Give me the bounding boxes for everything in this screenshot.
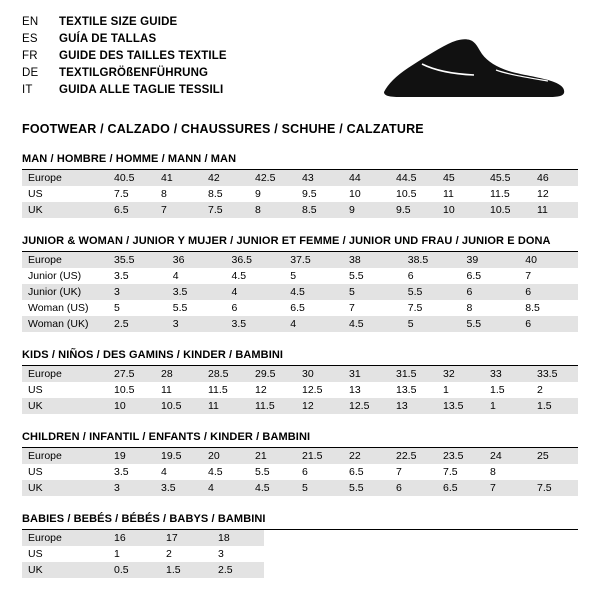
cell: 1.5 <box>160 562 212 578</box>
cell: 10.5 <box>396 188 417 200</box>
cell: 6.5 <box>349 466 364 478</box>
cell: 43 <box>296 170 343 186</box>
cell: 40.5 <box>108 170 155 186</box>
cell: 10 <box>437 202 484 218</box>
table-row <box>22 382 578 398</box>
cell: 8 <box>466 302 473 314</box>
language-title: TEXTILE SIZE GUIDE <box>59 16 178 28</box>
row-label: UK <box>22 202 108 218</box>
language-row <box>22 84 227 101</box>
cell: 8 <box>249 202 296 218</box>
language-title: GUIDA ALLE TAGLIE TESSILI <box>59 84 224 96</box>
cell: 42.5 <box>249 170 296 186</box>
cell: 41 <box>155 170 202 186</box>
cell: 12 <box>537 188 549 200</box>
size-table-children <box>22 448 578 496</box>
cell: 22 <box>343 448 390 464</box>
row-label: Junior (UK) <box>22 284 108 300</box>
cell: 35.5 <box>108 252 167 268</box>
cell: 11.5 <box>208 384 228 396</box>
table-row <box>22 284 578 300</box>
cell: 6.5 <box>437 480 484 496</box>
cell: 11 <box>443 188 454 200</box>
row-label: Woman (US) <box>28 302 89 314</box>
cell: 3 <box>108 480 155 496</box>
table-row <box>22 530 578 546</box>
cell: 5.5 <box>461 316 520 332</box>
cell: 10.5 <box>155 398 202 414</box>
cell: 11.5 <box>490 188 510 200</box>
cell: 21 <box>249 448 296 464</box>
cell: 12 <box>255 384 267 396</box>
cell-empty <box>264 562 578 578</box>
row-label: UK <box>22 480 108 496</box>
cell: 7 <box>155 202 202 218</box>
cell: 5.5 <box>255 466 270 478</box>
cell: 3 <box>218 548 224 560</box>
table-row <box>22 186 578 202</box>
dress-shoe-icon <box>378 34 568 104</box>
row-label: Europe <box>22 252 108 268</box>
cell: 4.5 <box>208 466 223 478</box>
section-junior-woman <box>22 235 578 332</box>
table-row <box>22 300 578 316</box>
cell: 0.5 <box>108 562 160 578</box>
cell: 7 <box>396 466 402 478</box>
row-label: US <box>28 188 43 200</box>
cell: 4 <box>172 270 179 282</box>
language-code: FR <box>22 50 38 62</box>
size-table-junior-woman <box>22 252 578 332</box>
language-title-list <box>22 16 227 101</box>
cell: 19 <box>108 448 155 464</box>
cell: 2 <box>537 384 543 396</box>
cell: 13.5 <box>437 398 484 414</box>
cell: 5 <box>114 302 120 314</box>
cell: 20 <box>202 448 249 464</box>
cell: 3.5 <box>226 316 285 332</box>
cell: 4.5 <box>284 284 343 300</box>
cell: 1.5 <box>490 384 505 396</box>
table-row <box>22 252 578 268</box>
cell: 45 <box>437 170 484 186</box>
size-table-man <box>22 170 578 218</box>
size-table-babies <box>22 530 578 578</box>
table-row <box>22 448 578 464</box>
cell: 39 <box>461 252 520 268</box>
cell: 17 <box>160 530 212 546</box>
row-label: US <box>28 548 43 560</box>
cell: 9.5 <box>302 188 317 200</box>
cell: 1 <box>484 398 531 414</box>
table-row <box>22 480 578 496</box>
row-label: Europe <box>22 170 108 186</box>
cell: 31.5 <box>390 366 437 382</box>
page-header <box>22 16 578 108</box>
cell: 1 <box>114 548 120 560</box>
cell: 4 <box>161 466 167 478</box>
cell: 6 <box>407 270 414 282</box>
cell: 4 <box>202 480 249 496</box>
cell-empty <box>264 530 578 546</box>
row-label: UK <box>22 398 108 414</box>
cell: 3.5 <box>155 480 202 496</box>
cell: 5.5 <box>343 480 390 496</box>
section-title: BABIES / BEBÉS / BÉBÉS / BABYS / BAMBINI <box>22 513 578 530</box>
cell: 5.5 <box>172 302 188 314</box>
cell: 13 <box>349 384 361 396</box>
language-title: GUIDE DES TAILLES TEXTILE <box>59 50 227 62</box>
cell: 7 <box>484 480 531 496</box>
cell: 5 <box>290 270 297 282</box>
language-code: DE <box>22 67 39 79</box>
row-label: Europe <box>22 448 108 464</box>
cell: 44 <box>343 170 390 186</box>
cell: 11 <box>161 384 172 396</box>
cell: 40 <box>519 252 578 268</box>
cell: 11.5 <box>249 398 296 414</box>
cell: 9 <box>255 188 261 200</box>
section-title: CHILDREN / INFANTIL / ENFANTS / KINDER / BAMBINI <box>22 431 578 448</box>
row-label: Junior (US) <box>28 270 82 282</box>
cell: 6 <box>231 302 238 314</box>
language-title: GUÍA DE TALLAS <box>59 33 157 45</box>
cell: 8.5 <box>208 188 223 200</box>
cell: 4.5 <box>343 316 402 332</box>
language-row <box>22 33 227 50</box>
cell: 3.5 <box>114 466 129 478</box>
cell: 7.5 <box>114 188 129 200</box>
cell: 9 <box>343 202 390 218</box>
cell: 13 <box>390 398 437 414</box>
cell: 33.5 <box>531 366 578 382</box>
cell: 6 <box>302 466 308 478</box>
section-title: JUNIOR & WOMAN / JUNIOR Y MUJER / JUNIOR ET FEMME / JUNIOR UND FRAU / JUNIOR E DONA <box>22 235 578 252</box>
row-label: US <box>28 466 43 478</box>
cell: 6 <box>519 284 578 300</box>
language-code: ES <box>22 33 38 45</box>
table-row <box>22 366 578 382</box>
cell: 3.5 <box>114 270 129 282</box>
section-kids <box>22 349 578 414</box>
cell: 4.5 <box>249 480 296 496</box>
cell: 10.5 <box>484 202 531 218</box>
cell: 23.5 <box>437 448 484 464</box>
cell: 5.5 <box>402 284 461 300</box>
cell: 3 <box>108 284 167 300</box>
cell: 12.5 <box>343 398 390 414</box>
cell: 4.5 <box>231 270 247 282</box>
table-row <box>22 202 578 218</box>
cell: 32 <box>437 366 484 382</box>
cell: 36.5 <box>226 252 285 268</box>
cell: 37.5 <box>284 252 343 268</box>
cell <box>531 464 578 480</box>
cell: 33 <box>484 366 531 382</box>
cell: 8.5 <box>525 302 540 314</box>
cell: 38.5 <box>402 252 461 268</box>
cell: 28 <box>155 366 202 382</box>
cell: 6 <box>519 316 578 332</box>
language-code: IT <box>22 84 33 96</box>
cell: 10 <box>349 188 361 200</box>
cell: 42 <box>202 170 249 186</box>
cell-empty <box>264 546 578 562</box>
table-row <box>22 170 578 186</box>
cell: 27.5 <box>108 366 155 382</box>
cell: 11 <box>202 398 249 414</box>
cell: 8.5 <box>296 202 343 218</box>
row-label: US <box>28 384 43 396</box>
size-table-kids <box>22 366 578 414</box>
cell: 13.5 <box>396 384 417 396</box>
cell: 29.5 <box>249 366 296 382</box>
cell: 24 <box>484 448 531 464</box>
cell: 2.5 <box>212 562 264 578</box>
table-row <box>22 398 578 414</box>
row-label: UK <box>22 562 108 578</box>
language-row <box>22 67 227 84</box>
cell: 36 <box>167 252 226 268</box>
cell: 4 <box>284 316 343 332</box>
cell: 10.5 <box>114 384 135 396</box>
cell: 8 <box>161 188 167 200</box>
language-row <box>22 16 227 33</box>
cell: 31 <box>343 366 390 382</box>
language-title: TEXTILGRÖßENFÜHRUNG <box>59 67 209 79</box>
row-label: Woman (UK) <box>22 316 108 332</box>
cell: 5 <box>402 316 461 332</box>
cell: 18 <box>212 530 264 546</box>
table-row <box>22 464 578 480</box>
cell: 46 <box>531 170 578 186</box>
table-row <box>22 546 578 562</box>
table-row <box>22 316 578 332</box>
cell: 5 <box>296 480 343 496</box>
cell: 38 <box>343 252 402 268</box>
cell: 1.5 <box>531 398 578 414</box>
cell: 7.5 <box>531 480 578 496</box>
cell: 25 <box>531 448 578 464</box>
cell: 7 <box>349 302 355 314</box>
cell: 5.5 <box>349 270 364 282</box>
cell: 28.5 <box>202 366 249 382</box>
cell: 22.5 <box>390 448 437 464</box>
section-title: KIDS / NIÑOS / DES GAMINS / KINDER / BAMBINI <box>22 349 578 366</box>
cell: 11 <box>531 202 578 218</box>
cell: 7 <box>525 270 532 282</box>
cell: 6.5 <box>466 270 482 282</box>
cell: 12 <box>296 398 343 414</box>
cell: 1 <box>443 384 449 396</box>
cell: 7.5 <box>202 202 249 218</box>
cell: 9.5 <box>390 202 437 218</box>
cell: 6.5 <box>108 202 155 218</box>
cell: 6 <box>390 480 437 496</box>
cell: 5 <box>343 284 402 300</box>
row-label: Europe <box>22 530 108 546</box>
row-label: Europe <box>22 366 108 382</box>
cell: 2 <box>166 548 172 560</box>
cell: 16 <box>108 530 160 546</box>
section-title: MAN / HOMBRE / HOMME / MANN / MAN <box>22 153 578 170</box>
cell: 44.5 <box>390 170 437 186</box>
cell: 7.5 <box>443 466 458 478</box>
cell: 3.5 <box>167 284 226 300</box>
table-row <box>22 268 578 284</box>
section-man <box>22 153 578 218</box>
cell: 6.5 <box>290 302 305 314</box>
cell: 6 <box>461 284 520 300</box>
section-children <box>22 431 578 496</box>
cell: 10 <box>108 398 155 414</box>
table-row <box>22 562 578 578</box>
language-row <box>22 50 227 67</box>
cell: 21.5 <box>296 448 343 464</box>
cell: 12.5 <box>302 384 323 396</box>
cell: 7.5 <box>407 302 423 314</box>
cell: 4 <box>226 284 285 300</box>
cell: 2.5 <box>108 316 167 332</box>
cell: 30 <box>296 366 343 382</box>
cell: 19.5 <box>155 448 202 464</box>
section-babies <box>22 513 578 578</box>
cell: 45.5 <box>484 170 531 186</box>
language-code: EN <box>22 16 39 28</box>
footwear-section-title: FOOTWEAR / CALZADO / CHAUSSURES / SCHUHE / CALZATURE <box>22 122 424 136</box>
cell: 8 <box>490 466 496 478</box>
cell: 3 <box>167 316 226 332</box>
